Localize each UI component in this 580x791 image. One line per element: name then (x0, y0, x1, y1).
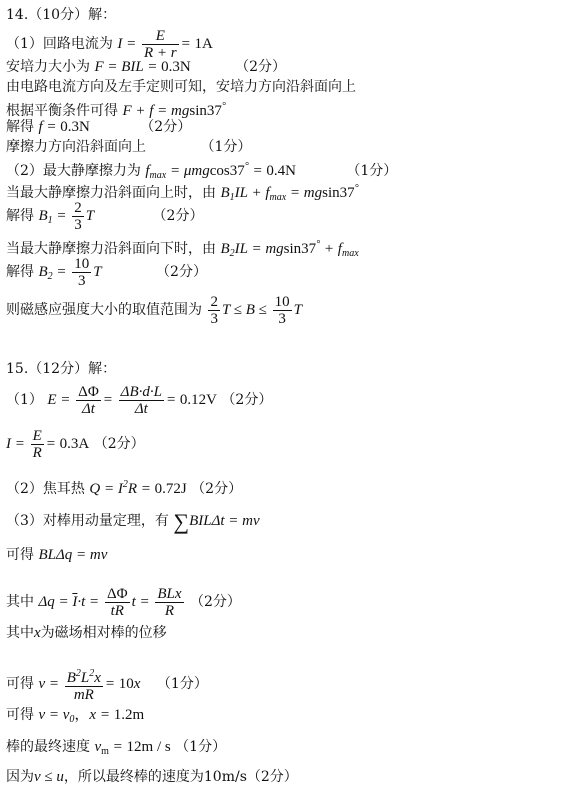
q14-l5-score: （2分） (140, 119, 192, 135)
q15-l5-prefix: 可得 (6, 547, 34, 563)
q15-line-4 (6, 509, 260, 534)
q14-l5-formula: f = 0.3N (38, 119, 90, 135)
q15-l6-prefix: 其中 (6, 593, 34, 610)
q14-l1-formula: I = $\frac{E}{R + r}$ = 1A (117, 28, 213, 61)
q15-l1-prefix: （1） (6, 391, 43, 408)
q15-l10-prefix: 棒的最终速度 (6, 739, 90, 755)
q15-l11-value: 10m/s (203, 769, 247, 785)
q14-l10-formula: $B_2IL = mgsin37^\circ + f_{max}$ (220, 239, 359, 259)
q14-line-6 (6, 138, 251, 156)
q14-l9-score: （2分） (152, 207, 204, 224)
q14-line-5 (6, 118, 191, 136)
q15-l5-formula: BLΔq = mv (38, 547, 108, 563)
q15-l6-formula: $\Delta q = \overline{I}\cdot t$ = $\frac{\Delta\Phi}{tR}$ t = $\frac{\text{BLx}}{R}$ (38, 586, 182, 619)
q14-l4-formula: F + f = mgsin37° (122, 101, 226, 119)
q15-l10-formula: $v_m = 12m / s$ (94, 739, 171, 757)
q15-l4-prefix: （3）对棒用动量定理，有 (6, 513, 169, 529)
q15-l11-formula: v ≤ u (34, 769, 64, 785)
q15-l3-formula: $Q = I^2R = 0.72J$ (89, 479, 187, 497)
q15-l9-prefix: 可得 (6, 707, 34, 723)
q14-header: 14.（10分）解： (6, 7, 117, 23)
q15-l7-rest: 为磁场相对棒的位移 (40, 625, 167, 641)
q14-l2-formula: F = BIL = 0.3N (94, 59, 191, 75)
q15-l3-prefix: （2）焦耳热 (6, 481, 85, 497)
q14-line-1 (6, 28, 213, 61)
q15-l6-score: （2分） (189, 593, 241, 610)
q15-l1-formula: E = $\frac{\Delta\Phi}{\Delta t}$ = $\frac{\Delta B\cdot d\cdot L}{\Delta t}$ = 0.12V (47, 384, 217, 417)
q15-line-11 (6, 768, 298, 786)
q15-line-7 (6, 624, 167, 642)
q15-l8-prefix: 可得 (6, 675, 34, 692)
q14-l11-score: （2分） (156, 263, 207, 280)
q15-l11-rest: ，所以最终棒的速度为 (63, 769, 204, 785)
q14-l4-prefix: 根据平衡条件可得 (6, 103, 118, 119)
q14-line-4 (6, 98, 226, 120)
q14-l12-prefix: 则磁感应强度大小的取值范围为 (6, 301, 202, 318)
q15-line-9 (6, 706, 144, 729)
q15-line-3 (6, 476, 242, 498)
q14-l7-formula: $f_{max} = \mu mgcos37^\circ = 0.4N$ (145, 161, 296, 181)
q15-l9-formula: $v = v_0$，x = 1.2m (38, 707, 145, 725)
q14-l11-prefix: 解得 (6, 263, 34, 280)
q14-l1-prefix: （1）回路电流为 (6, 35, 113, 52)
q15-l11-prefix: 因为 (6, 769, 34, 785)
q14-l9-formula: $B_1$ = $\frac{2}{3}$ T (38, 200, 95, 233)
q14-l6-text: 摩擦力方向沿斜面向上 (6, 139, 146, 155)
q14-l7-prefix: （2）最大静摩擦力为 (6, 163, 141, 179)
q15-line-10 (6, 738, 226, 761)
q15-l3-score: （2分） (191, 481, 243, 497)
q14-l5-prefix: 解得 (6, 119, 34, 135)
q15-l7-var: x (34, 625, 41, 641)
q15-line-2 (6, 428, 145, 461)
q14-l8-prefix: 当最大静摩擦力沿斜面向上时，由 (6, 185, 216, 201)
q15-l8-formula: v = $\frac{B^2L^2x}{mR}$ = 10x (38, 668, 141, 703)
q15-l1-score: （2分） (221, 391, 273, 408)
q14-line-2 (6, 58, 286, 76)
q14-l8-formula: $B_1IL + f_{max} = mgsin37^\circ$ (220, 183, 359, 203)
q15-line-1 (6, 384, 272, 417)
q14-l11-formula: $B_2$ = $\frac{10}{3}$ T (38, 256, 102, 289)
q14-l10-prefix: 当最大静摩擦力沿斜面向下时，由 (6, 241, 216, 257)
q14-l6-score: （1分） (200, 139, 252, 155)
q15-l7-prefix: 其中 (6, 625, 34, 641)
q14-l7-score: （1分） (346, 163, 398, 179)
q15-line-8 (6, 666, 208, 703)
q14-l2-score: （2分） (235, 59, 287, 75)
q15-header: 15.（12分）解： (6, 361, 117, 377)
q15-line-5 (6, 546, 107, 564)
q14-line-12 (6, 294, 302, 327)
q14-line-9 (6, 200, 203, 233)
q15-l2-formula: I = $\frac{E}{R}$ = 0.3A (6, 428, 90, 461)
q15-l10-score: （1分） (175, 739, 227, 755)
q15-l8-score: （1分） (156, 675, 208, 692)
q15-l4-formula: ∑BILΔt = mv (173, 509, 260, 534)
q14-line-11 (6, 256, 207, 289)
q14-l2-prefix: 安培力大小为 (6, 59, 90, 75)
q14-l9-prefix: 解得 (6, 207, 34, 224)
q14-line-3: 由电路电流方向及左手定则可知，安培力方向沿斜面向上 (6, 79, 356, 95)
q15-l2-score: （2分） (93, 435, 145, 452)
q15-line-6 (6, 586, 241, 619)
q14-l12-formula: $\frac{2}{3}$ T ≤ B ≤ $\frac{10}{3}$ T (210, 294, 302, 327)
q15-l11-score: （2分） (246, 769, 298, 785)
